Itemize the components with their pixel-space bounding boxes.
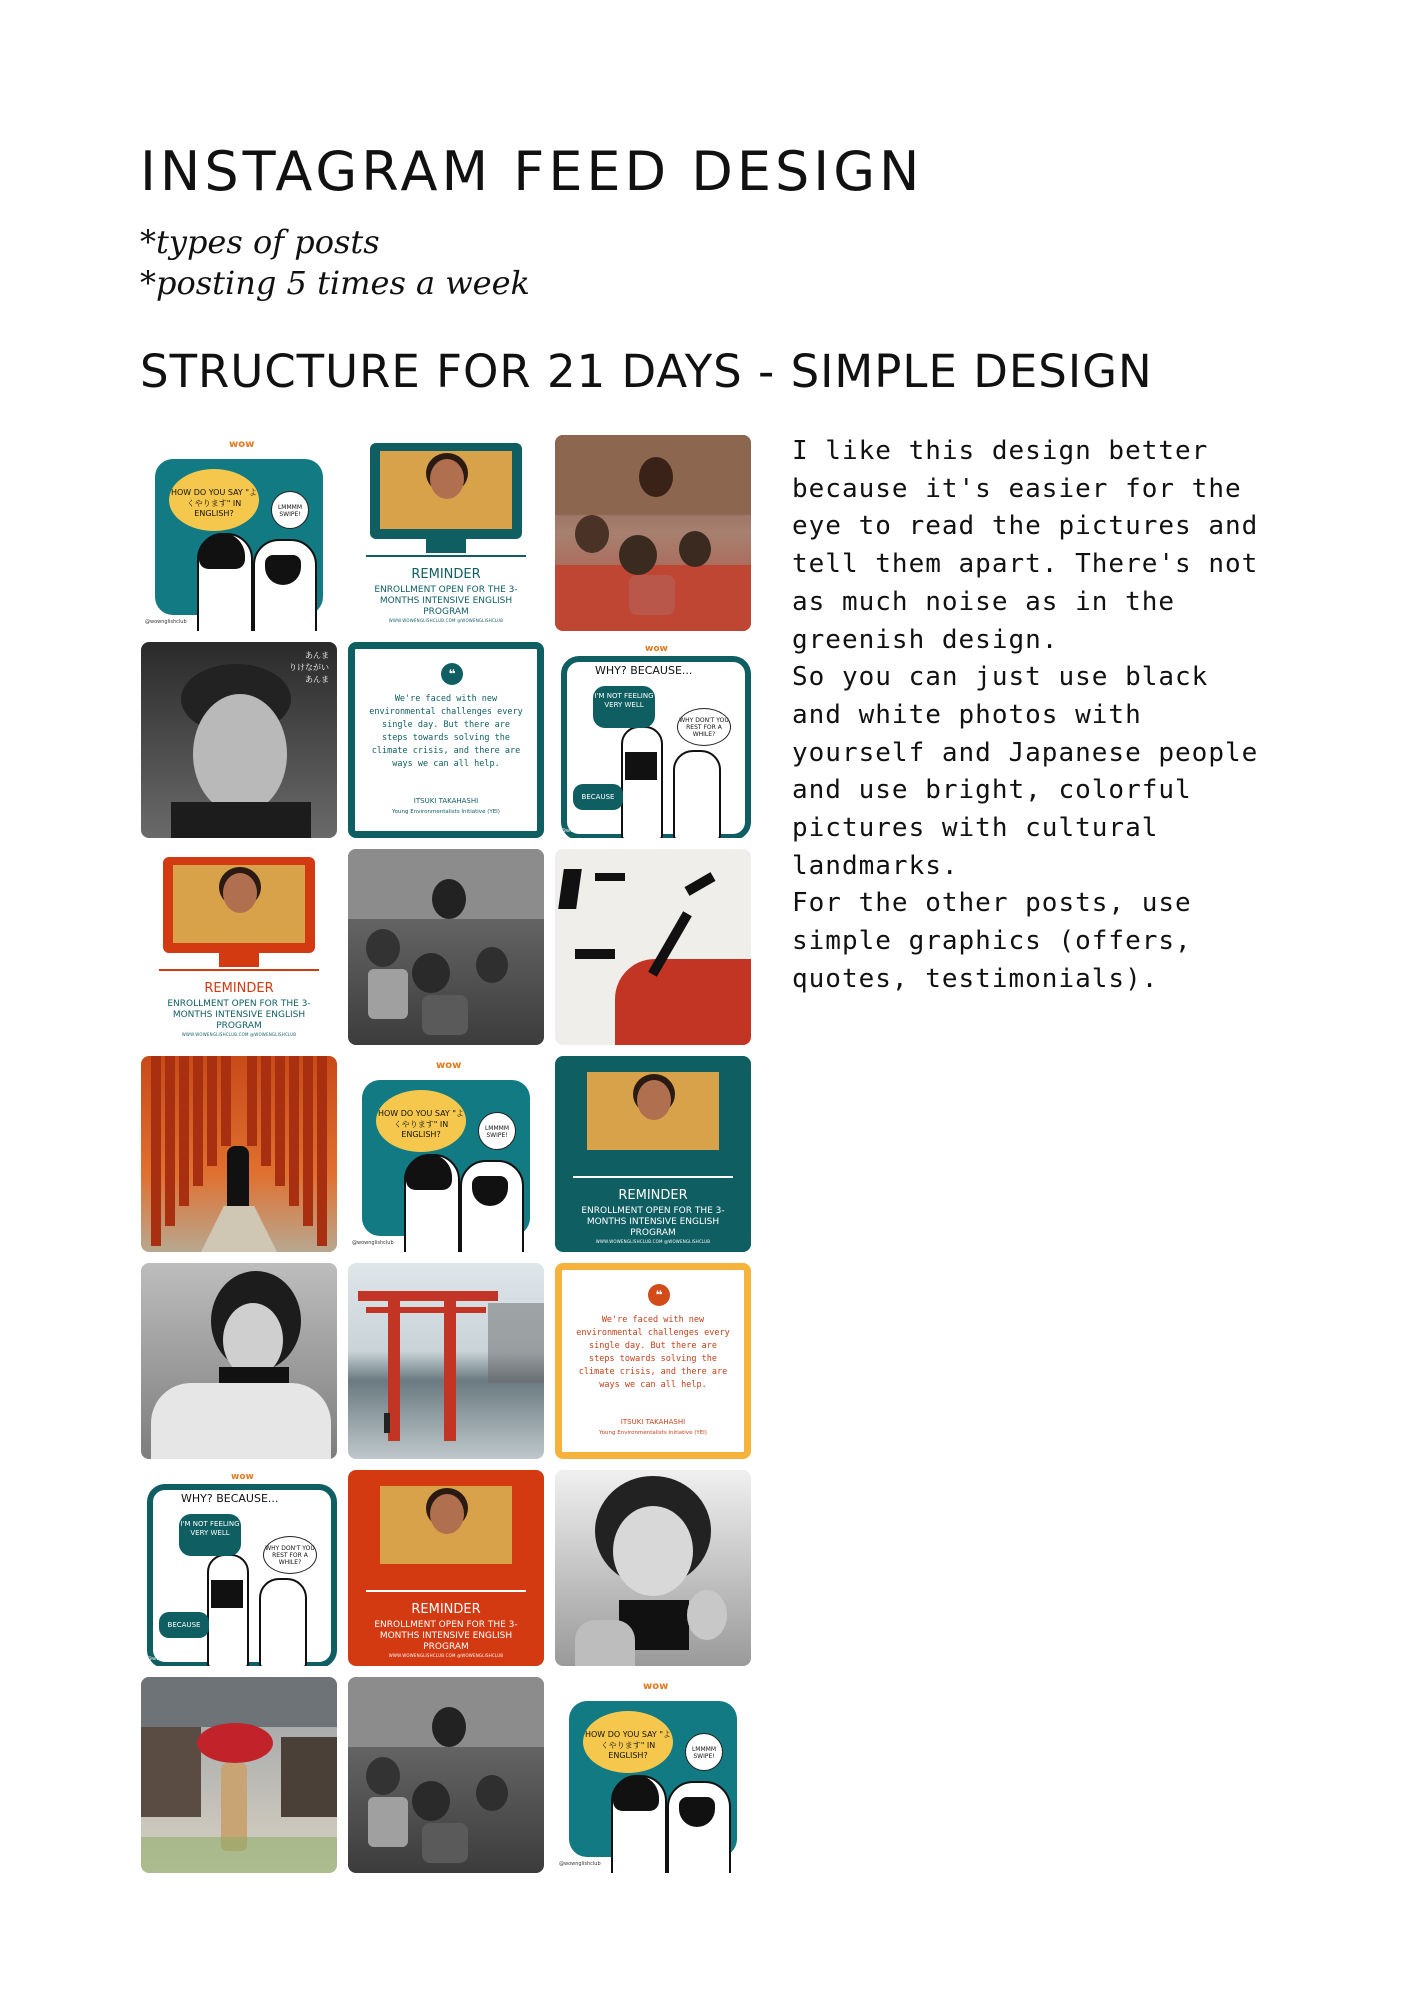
man-illustration bbox=[253, 539, 317, 631]
photo-shape bbox=[223, 1303, 283, 1377]
photo-shape bbox=[165, 1056, 175, 1226]
photo-shape bbox=[197, 1723, 273, 1763]
post-tile-photo-torii-path[interactable] bbox=[141, 1056, 337, 1252]
post-tile-monitor[interactable] bbox=[348, 1470, 544, 1666]
post-tile-comic[interactable] bbox=[141, 435, 337, 631]
post-tile-photo-family-color[interactable] bbox=[555, 435, 751, 631]
section-subtitle: STRUCTURE FOR 21 DAYS - SIMPLE DESIGN bbox=[140, 345, 1153, 398]
presenter-face bbox=[430, 1494, 464, 1534]
photo-shape bbox=[227, 1146, 249, 1206]
man-illustration bbox=[667, 1781, 731, 1873]
post-tile-photo-man-bw[interactable] bbox=[141, 642, 337, 838]
post-tile-quote[interactable] bbox=[348, 642, 544, 838]
divider bbox=[159, 969, 319, 971]
reminder-footer: WWW.WOWENGLISHCLUB.COM @WOWENGLISHCLUB bbox=[388, 1653, 504, 1658]
post-tile-photo-woman-smile-bw[interactable] bbox=[555, 1470, 751, 1666]
quote-organization: Young Environmentalists Initiative (YEI) bbox=[599, 1430, 707, 1436]
commentary-line: quotes, testimonials). bbox=[792, 963, 1159, 994]
monitor-stand bbox=[633, 1160, 673, 1174]
commentary-line: I like this design better bbox=[792, 436, 1209, 466]
photo-shape bbox=[201, 1206, 277, 1252]
photo-shape bbox=[141, 1727, 201, 1817]
photo-shape bbox=[275, 1056, 285, 1186]
brand-logo: wow bbox=[645, 644, 668, 654]
photo-shape bbox=[685, 872, 716, 896]
post-tile-photo-family-bw2[interactable] bbox=[348, 1677, 544, 1873]
post-tile-comic[interactable] bbox=[555, 1677, 751, 1873]
woman-illustration bbox=[621, 726, 663, 838]
quote-author: ITSUKI TAKAHASHI bbox=[413, 797, 479, 805]
photo-shape bbox=[422, 1823, 468, 1863]
photo-shape bbox=[303, 1056, 313, 1226]
reminder-title: REMINDER bbox=[204, 981, 274, 996]
post-tile-monitor[interactable] bbox=[555, 1056, 751, 1252]
reminder-body: ENROLLMENT OPEN FOR THE 3-MONTHS INTENSIVE ENGLISH PROGRAM bbox=[374, 585, 518, 617]
photo-shape bbox=[289, 1056, 299, 1206]
shirt-band bbox=[211, 1580, 243, 1608]
reminder-title: REMINDER bbox=[411, 567, 481, 582]
photo-shape bbox=[412, 1781, 450, 1821]
quote-icon: ❝ bbox=[441, 663, 463, 685]
photo-shape bbox=[207, 1056, 217, 1166]
photo-shape bbox=[595, 873, 625, 881]
speech-bubble-small: WHY DON'T YOU REST FOR A WHILE? bbox=[677, 708, 731, 746]
divider bbox=[366, 555, 526, 557]
commentary-line: yourself and Japanese people bbox=[792, 737, 1259, 768]
photo-shape bbox=[679, 531, 711, 567]
notes-list bbox=[140, 222, 530, 304]
shirt-band bbox=[625, 752, 657, 780]
commentary-line: landmarks. bbox=[792, 850, 959, 881]
answer-bubble: BECAUSE bbox=[573, 784, 623, 810]
speech-bubble-small: WHY DON'T YOU REST FOR A WHILE? bbox=[263, 1536, 317, 1574]
photo-shape bbox=[366, 929, 400, 967]
photo-shape bbox=[422, 995, 468, 1035]
photo-shape bbox=[575, 1620, 635, 1666]
photo-shape bbox=[247, 1056, 257, 1146]
presenter-face bbox=[637, 1080, 671, 1120]
photo-shape bbox=[366, 1307, 486, 1313]
photo-shape bbox=[358, 1291, 498, 1301]
speech-bubble: I'M NOT FEELING VERY WELL bbox=[179, 1514, 241, 1556]
reminder-footer: WWW.WOWENGLISHCLUB.COM @WOWENGLISHCLUB bbox=[595, 1239, 711, 1244]
speech-bubble-small: LMMMM SWIPE! bbox=[685, 1733, 723, 1771]
note-item: *posting 5 times a week bbox=[140, 264, 530, 302]
photo-shape bbox=[193, 1056, 203, 1186]
commentary-line: because it's easier for the bbox=[792, 473, 1242, 504]
photo-overlay-text: あんま りけながい あんま bbox=[289, 651, 329, 684]
commentary-line: and white photos with bbox=[792, 699, 1142, 730]
speech-bubble: HOW DO YOU SAY "よくやります" IN ENGLISH? bbox=[169, 469, 259, 531]
monitor-stand bbox=[426, 539, 466, 553]
comic-footer: @wownglishclub bbox=[559, 1861, 601, 1867]
photo-shape bbox=[412, 953, 450, 993]
photo-shape bbox=[151, 1383, 331, 1459]
commentary-line: For the other posts, use bbox=[792, 888, 1192, 919]
photo-shape bbox=[615, 959, 751, 1045]
reminder-body: ENROLLMENT OPEN FOR THE 3-MONTHS INTENSIVE ENGLISH PROGRAM bbox=[374, 1620, 518, 1652]
quote-icon: ❝ bbox=[648, 1284, 670, 1306]
card-footer: @www.emilia.elyeclub bbox=[561, 828, 618, 834]
photo-shape bbox=[141, 1837, 337, 1873]
post-tile-quote[interactable] bbox=[555, 1263, 751, 1459]
commentary-line: greenish design. bbox=[792, 624, 1059, 655]
page-title: INSTAGRAM FEED DESIGN bbox=[140, 140, 924, 203]
speech-bubble: HOW DO YOU SAY "よくやります" IN ENGLISH? bbox=[376, 1090, 466, 1152]
post-tile-comic[interactable] bbox=[348, 1056, 544, 1252]
photo-shape bbox=[366, 1757, 400, 1795]
speech-bubble: HOW DO YOU SAY "よくやります" IN ENGLISH? bbox=[583, 1711, 673, 1773]
photo-shape bbox=[171, 802, 311, 838]
photo-shape bbox=[141, 1677, 337, 1727]
photo-shape bbox=[193, 694, 287, 814]
brand-logo: wow bbox=[229, 439, 255, 450]
card-heading: WHY? BECAUSE... bbox=[595, 664, 693, 677]
photo-shape bbox=[488, 1303, 544, 1383]
photo-shape bbox=[281, 1737, 337, 1817]
answer-bubble: BECAUSE bbox=[159, 1612, 209, 1638]
quote-author: ITSUKI TAKAHASHI bbox=[620, 1418, 686, 1426]
photo-shape bbox=[575, 515, 609, 553]
speech-bubble-small: LMMMM SWIPE! bbox=[271, 491, 309, 529]
photo-shape bbox=[317, 1056, 327, 1246]
brand-logo: wow bbox=[231, 1472, 254, 1482]
photo-shape bbox=[179, 1056, 189, 1206]
comic-footer: @wownglishclub bbox=[352, 1240, 394, 1246]
photo-shape bbox=[476, 1775, 508, 1811]
card-heading: WHY? BECAUSE... bbox=[181, 1492, 279, 1505]
photo-shape bbox=[384, 1413, 390, 1433]
post-tile-monitor[interactable] bbox=[141, 849, 337, 1045]
post-tile-photo-umbrella-street[interactable] bbox=[141, 1677, 337, 1873]
monitor-stand bbox=[426, 1574, 466, 1588]
photo-shape bbox=[368, 969, 408, 1019]
woman-illustration-2 bbox=[673, 750, 721, 838]
reminder-title: REMINDER bbox=[618, 1188, 688, 1203]
photo-shape bbox=[476, 947, 508, 983]
note-item: *types of posts bbox=[140, 223, 380, 261]
post-tile-photo-calligraphy[interactable] bbox=[555, 849, 751, 1045]
photo-shape bbox=[558, 869, 582, 909]
post-tile-photo-family-bw[interactable] bbox=[348, 849, 544, 1045]
reminder-footer: WWW.WOWENGLISHCLUB.COM @WOWENGLISHCLUB bbox=[388, 618, 504, 623]
commentary-line: eye to read the pictures and bbox=[792, 511, 1259, 542]
photo-shape bbox=[221, 1056, 231, 1146]
photo-shape bbox=[444, 1301, 456, 1441]
presenter-face bbox=[223, 873, 257, 913]
speech-bubble: I'M NOT FEELING VERY WELL bbox=[593, 686, 655, 728]
quote-text: We're faced with new environmental challenges every single day. But there are steps towards solving the climate crisis, and there are ways we can all help. bbox=[576, 1315, 730, 1390]
brand-logo: wow bbox=[436, 1060, 462, 1071]
commentary-line: and use bright, colorful bbox=[792, 775, 1192, 806]
post-tile-why[interactable] bbox=[141, 1470, 337, 1666]
presenter-face bbox=[430, 459, 464, 499]
photo-shape bbox=[687, 1590, 727, 1640]
photo-shape bbox=[151, 1056, 161, 1246]
divider bbox=[573, 1176, 733, 1178]
reminder-footer: WWW.WOWENGLISHCLUB.COM @WOWENGLISHCLUB bbox=[181, 1032, 297, 1037]
woman-illustration bbox=[207, 1554, 249, 1666]
commentary-line: pictures with cultural bbox=[792, 813, 1159, 844]
photo-shape bbox=[575, 949, 615, 959]
photo-shape bbox=[432, 1707, 466, 1747]
commentary-line: as much noise as in the bbox=[792, 586, 1176, 617]
commentary-line: So you can just use black bbox=[792, 662, 1209, 693]
photo-shape bbox=[629, 575, 675, 615]
commentary-text bbox=[792, 433, 1292, 999]
reminder-body: ENROLLMENT OPEN FOR THE 3-MONTHS INTENSIVE ENGLISH PROGRAM bbox=[581, 1206, 725, 1238]
man-illustration bbox=[460, 1160, 524, 1252]
commentary-line: simple graphics (offers, bbox=[792, 926, 1192, 957]
card-footer: @www.emilia.elyeclub bbox=[147, 1656, 204, 1662]
photo-shape bbox=[613, 1506, 693, 1596]
comic-footer: @wownglishclub bbox=[145, 619, 187, 625]
post-tile-why[interactable] bbox=[555, 642, 751, 838]
quote-text: We're faced with new environmental challenges every single day. But there are steps towards solving the climate crisis, and there are ways we can all help. bbox=[369, 694, 523, 769]
woman-illustration-2 bbox=[259, 1578, 307, 1666]
commentary-line: tell them apart. There's not bbox=[792, 549, 1259, 580]
brand-logo: wow bbox=[643, 1681, 669, 1692]
photo-shape bbox=[432, 879, 466, 919]
photo-shape bbox=[619, 535, 657, 575]
monitor-stand bbox=[219, 953, 259, 967]
photo-shape bbox=[368, 1797, 408, 1847]
post-tile-photo-lake-torii[interactable] bbox=[348, 1263, 544, 1459]
reminder-body: ENROLLMENT OPEN FOR THE 3-MONTHS INTENSIVE ENGLISH PROGRAM bbox=[167, 999, 311, 1031]
reminder-title: REMINDER bbox=[411, 1602, 481, 1617]
quote-organization: Young Environmentalists Initiative (YEI) bbox=[392, 809, 500, 815]
post-tile-photo-woman-bw[interactable] bbox=[141, 1263, 337, 1459]
photo-shape bbox=[261, 1056, 271, 1166]
divider bbox=[366, 1590, 526, 1592]
speech-bubble-small: LMMMM SWIPE! bbox=[478, 1112, 516, 1150]
photo-shape bbox=[639, 457, 673, 497]
post-tile-monitor[interactable] bbox=[348, 435, 544, 631]
